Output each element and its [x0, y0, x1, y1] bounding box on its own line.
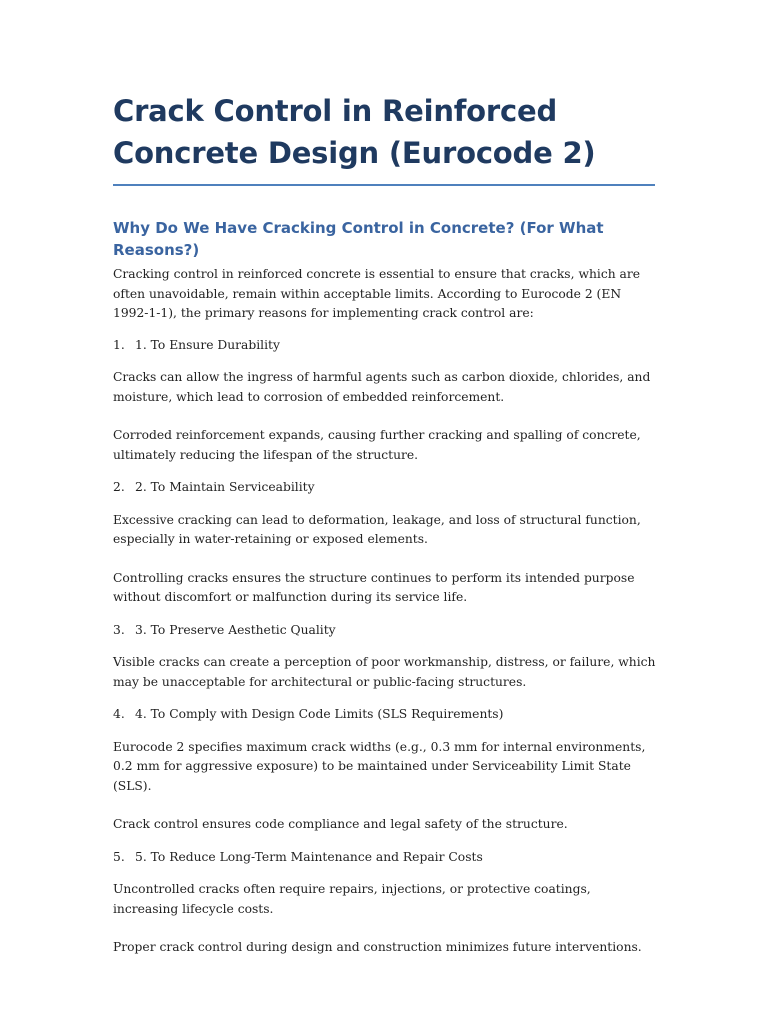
list-number: 5. [113, 849, 125, 864]
document-title: Crack Control in Reinforced Concrete Design (Eurocode 2) [113, 94, 596, 170]
maintenance-paragraph-1: Uncontrolled cracks often require repairs, injections, or protective coatings, increasing lifecycle costs. [113, 882, 591, 916]
list-item-code-limits [113, 705, 658, 725]
serviceability-paragraph-2: Controlling cracks ensures the structure continues to perform its intended purpose without discomfort or malfunction during its service life. [113, 570, 635, 604]
list-number: 1. [113, 337, 125, 352]
maintenance-paragraph-2: Proper crack control during design and construction minimizes future interventions. [113, 940, 642, 954]
list-item-maintenance [113, 848, 658, 868]
intro-paragraph: Cracking control in reinforced concrete is essential to ensure that cracks, which are often unavoidable, remain within acceptable limits. According to Eurocode 2 (EN 1992-1-1), the primary reasons for implementing crack control are: [113, 267, 641, 320]
list-item-label: 1. To Ensure Durability [135, 337, 280, 352]
title-underline-rule [113, 184, 655, 186]
durability-paragraph-2: Corroded reinforcement expands, causing further cracking and spalling of concrete, ultimately reducing the lifespan of the structure. [113, 428, 641, 462]
durability-paragraph-1: Cracks can allow the ingress of harmful agents such as carbon dioxide, chlorides, and moisture, which lead to corrosion of embedded reinforcement. [113, 370, 651, 404]
serviceability-paragraph-1: Excessive cracking can lead to deformation, leakage, and loss of structural function, especially in water-retaining or exposed elements. [113, 512, 641, 546]
list-item-label: 5. To Reduce Long-Term Maintenance and Repair Costs [135, 849, 483, 864]
list-item-serviceability [113, 478, 658, 498]
list-item-label: 4. To Comply with Design Code Limits (SLS Requirements) [135, 707, 504, 721]
list-number: 4. [113, 707, 125, 721]
list-item-durability [113, 336, 658, 356]
code-limits-paragraph-2: Crack control ensures code compliance and legal safety of the structure. [113, 817, 568, 831]
document-content [113, 90, 658, 958]
list-item-aesthetic [113, 621, 658, 641]
list-number: 3. [113, 622, 125, 637]
code-limits-paragraph-1: Eurocode 2 specifies maximum crack widths (e.g., 0.3 mm for internal environments, 0.2 mm for aggressive exposure) to be maintained under Serviceability Limit State (SLS). [113, 739, 646, 793]
list-item-label: 2. To Maintain Serviceability [135, 480, 315, 494]
section-heading: Why Do We Have Cracking Control in Concrete? (For What Reasons?) [113, 219, 604, 259]
list-number: 2. [113, 480, 125, 494]
aesthetic-paragraph-1: Visible cracks can create a perception of poor workmanship, distress, or failure, which may be unacceptable for architectural or public-facing structures. [113, 655, 656, 689]
list-item-label: 3. To Preserve Aesthetic Quality [135, 622, 336, 637]
